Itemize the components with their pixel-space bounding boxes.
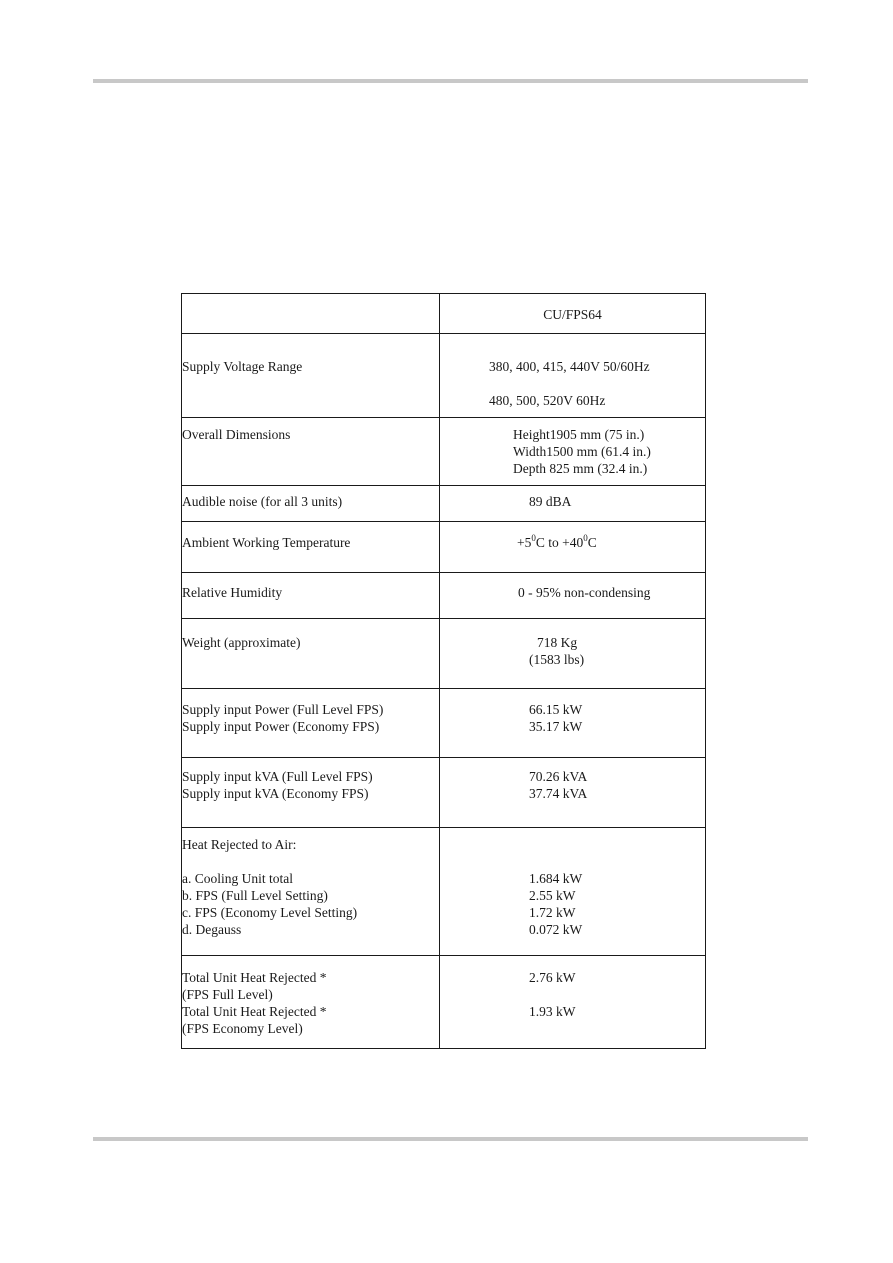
input-kva-label-cell	[182, 758, 440, 828]
degree-symbol: 0	[531, 532, 536, 543]
supply-voltage-label-cell	[182, 334, 440, 418]
heat-item-d-value: 0.072 kW	[529, 922, 583, 937]
temperature-value-cell	[440, 522, 706, 573]
heat-item-d-label: d. Degauss	[182, 922, 242, 937]
table-row	[182, 486, 706, 522]
noise-value: 89 dBA	[529, 494, 572, 509]
total-heat-label-cell	[182, 956, 440, 1049]
dimensions-width: Width1500 mm (61.4 in.)	[513, 444, 651, 459]
supply-voltage-value-1: 380, 400, 415, 440V 50/60Hz	[489, 359, 650, 374]
temp-unit: C	[587, 535, 597, 550]
dimensions-label-cell	[182, 418, 440, 486]
noise-value-cell	[440, 486, 706, 522]
weight-value-1: 718 Kg	[537, 635, 578, 650]
total-heat-label-1b: (FPS Full Level)	[182, 987, 273, 1002]
dimensions-depth: Depth 825 mm (32.4 in.)	[513, 461, 648, 476]
table-row	[182, 522, 706, 573]
weight-value-cell	[440, 619, 706, 689]
heat-item-c-label: c. FPS (Economy Level Setting)	[182, 905, 358, 920]
weight-label-cell	[182, 619, 440, 689]
table-row	[182, 689, 706, 758]
degree-symbol: 0	[583, 532, 588, 543]
humidity-label: Relative Humidity	[182, 585, 283, 600]
input-power-value-2: 35.17 kW	[529, 719, 583, 734]
table-header-row	[182, 294, 706, 334]
heat-item-b-value: 2.55 kW	[529, 888, 576, 903]
table-row	[182, 418, 706, 486]
input-power-value-1: 66.15 kW	[529, 702, 583, 717]
humidity-label-cell	[182, 573, 440, 619]
dimensions-label: Overall Dimensions	[182, 427, 291, 442]
input-power-value-cell	[440, 689, 706, 758]
temperature-label: Ambient Working Temperature	[182, 535, 351, 550]
dimensions-value-cell	[440, 418, 706, 486]
heat-rejected-label: Heat Rejected to Air:	[182, 837, 297, 852]
heat-rejected-value-cell	[440, 828, 706, 956]
total-heat-label-2: Total Unit Heat Rejected *	[182, 1004, 327, 1019]
input-kva-label-1: Supply input kVA (Full Level FPS)	[182, 769, 373, 784]
heat-item-a-value: 1.684 kW	[529, 871, 583, 886]
table-row	[182, 573, 706, 619]
heat-item-b-label: b. FPS (Full Level Setting)	[182, 888, 328, 903]
input-kva-label-2: Supply input kVA (Economy FPS)	[182, 786, 369, 801]
supply-voltage-value-2: 480, 500, 520V 60Hz	[489, 393, 606, 408]
input-kva-value-2: 37.74 kVA	[529, 786, 588, 801]
supply-voltage-label: Supply Voltage Range	[182, 359, 303, 374]
total-heat-value-2: 1.93 kW	[529, 1004, 576, 1019]
model-name: CU/FPS64	[543, 307, 602, 322]
input-power-label-cell	[182, 689, 440, 758]
input-power-label-2: Supply input Power (Economy FPS)	[182, 719, 380, 734]
noise-label-cell	[182, 486, 440, 522]
heat-item-c-value: 1.72 kW	[529, 905, 576, 920]
humidity-value: 0 - 95% non-condensing	[518, 585, 651, 600]
noise-label: Audible noise (for all 3 units)	[182, 494, 343, 509]
table-row	[182, 828, 706, 956]
header-model-cell	[440, 294, 706, 334]
dimensions-height: Height1905 mm (75 in.)	[513, 427, 645, 442]
total-heat-value-1: 2.76 kW	[529, 970, 576, 985]
input-kva-value-cell	[440, 758, 706, 828]
input-power-label-1: Supply input Power (Full Level FPS)	[182, 702, 384, 717]
supply-voltage-value-cell	[440, 334, 706, 418]
table-row	[182, 619, 706, 689]
heat-item-a-label: a. Cooling Unit total	[182, 871, 293, 886]
weight-value-2: (1583 lbs)	[529, 652, 585, 667]
heat-rejected-label-cell	[182, 828, 440, 956]
table-row	[182, 334, 706, 418]
total-heat-value-cell	[440, 956, 706, 1049]
temperature-label-cell	[182, 522, 440, 573]
table-row	[182, 956, 706, 1049]
footer-rule	[93, 1137, 808, 1141]
total-heat-label-2b: (FPS Economy Level)	[182, 1021, 303, 1036]
input-kva-value-1: 70.26 kVA	[529, 769, 588, 784]
total-heat-label-1: Total Unit Heat Rejected *	[182, 970, 327, 985]
weight-label: Weight (approximate)	[182, 635, 301, 650]
header-empty-cell	[182, 294, 440, 334]
humidity-value-cell	[440, 573, 706, 619]
temp-from: +5	[517, 535, 532, 550]
temp-mid: C to +40	[535, 535, 584, 550]
temperature-value	[517, 534, 705, 551]
specification-table	[181, 293, 706, 1049]
table-row	[182, 758, 706, 828]
header-rule	[93, 79, 808, 83]
